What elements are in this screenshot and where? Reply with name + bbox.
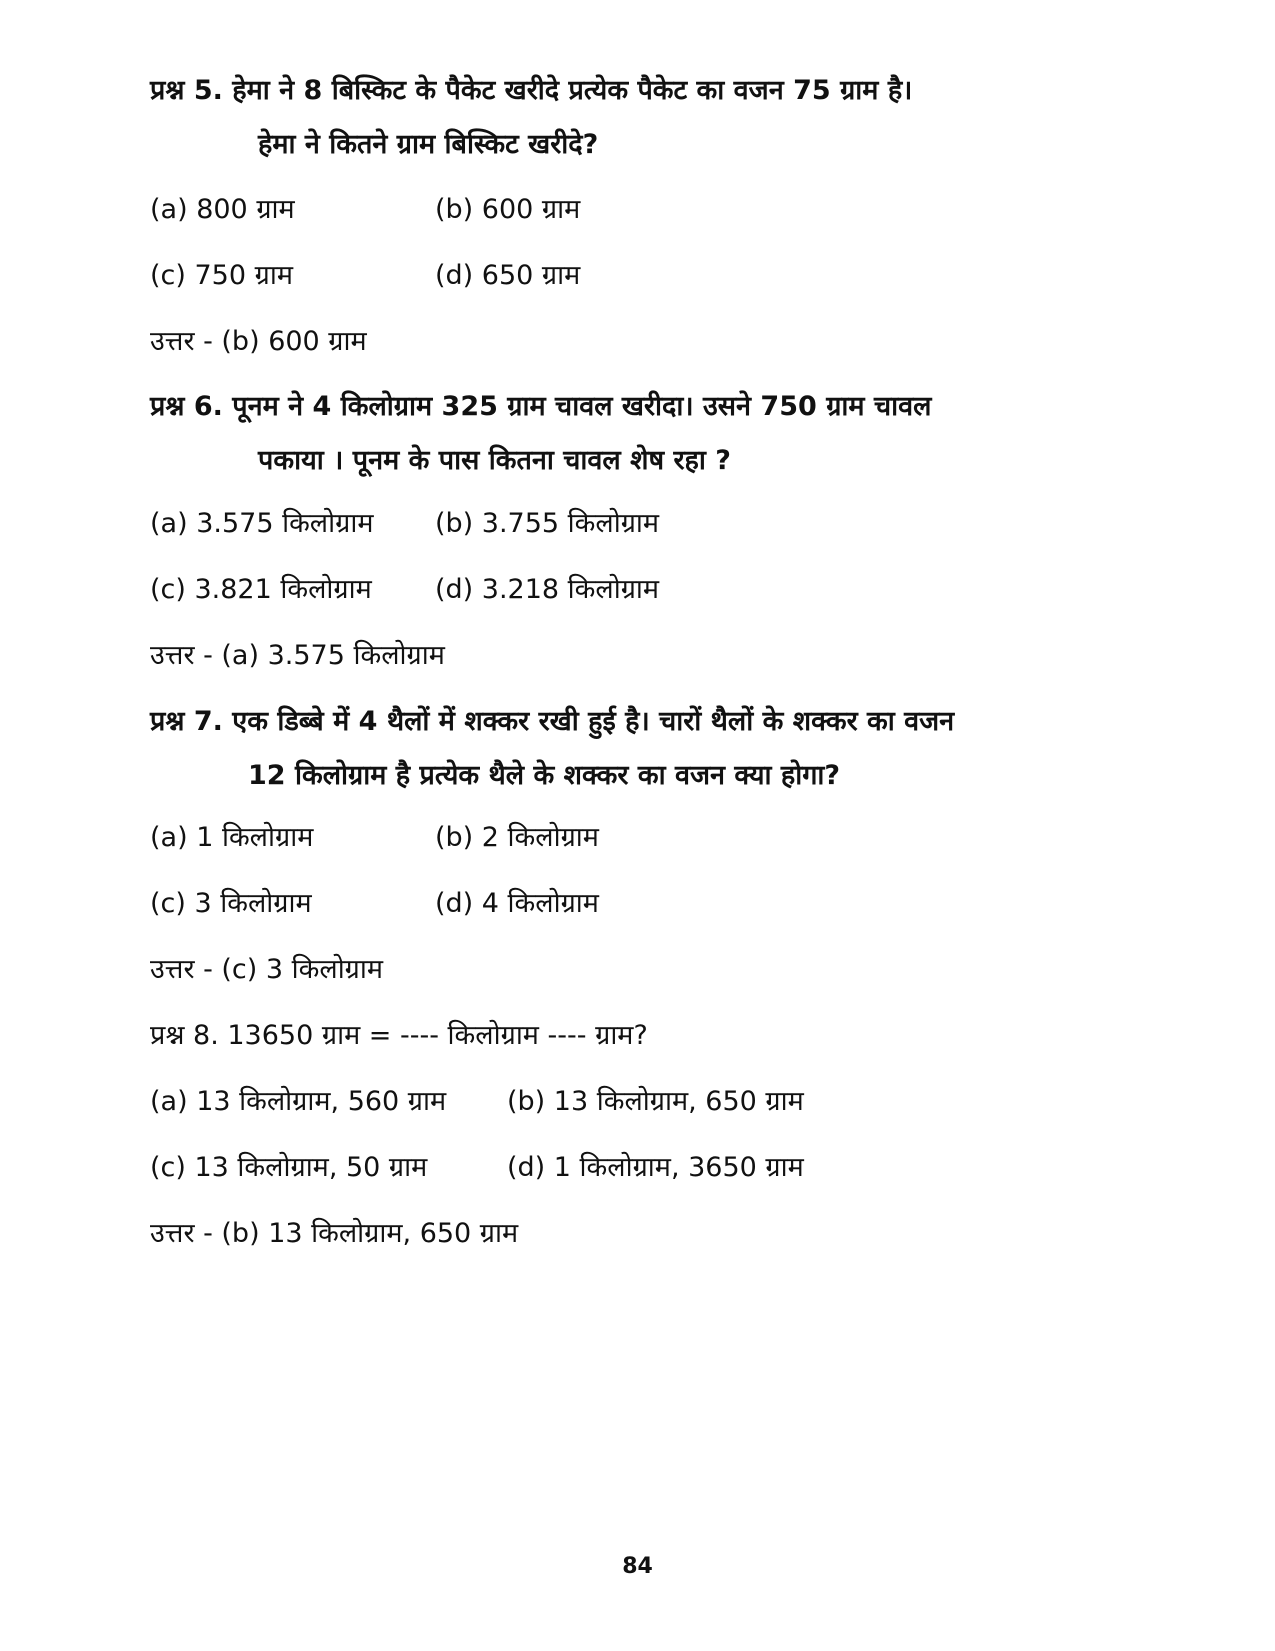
question-6-option-d: (d) 3.218 किलोग्राम [435,574,660,605]
question-5-answer: उत्तर - (b) 600 ग्राम [150,326,367,357]
question-6-option-b: (b) 3.755 किलोग्राम [435,508,660,539]
question-7-option-c: (c) 3 किलोग्राम [150,888,312,919]
question-6-answer: उत्तर - (a) 3.575 किलोग्राम [150,640,445,671]
question-5-line-2: हेमा ने कितने ग्राम बिस्किट खरीदे? [258,129,599,160]
question-7-option-a: (a) 1 किलोग्राम [150,822,314,853]
question-5-option-d: (d) 650 ग्राम [435,260,581,291]
question-7-option-d: (d) 4 किलोग्राम [435,888,599,919]
question-8-answer: उत्तर - (b) 13 किलोग्राम, 650 ग्राम [150,1218,519,1249]
question-5-option-c: (c) 750 ग्राम [150,260,293,291]
question-5-line-1: प्रश्न 5. हेमा ने 8 बिस्किट के पैकेट खरीदे प्रत्येक पैकेट का वजन 75 ग्राम है। [150,75,913,106]
question-7-answer: उत्तर - (c) 3 किलोग्राम [150,954,384,985]
question-5 [150,64,1130,172]
question-5-option-a: (a) 800 ग्राम [150,194,295,225]
question-6 [150,380,1130,488]
question-6-line-2: पकाया । पूनम के पास कितना चावल शेष रहा ? [258,445,731,476]
question-6-line-1: प्रश्न 6. पूनम ने 4 किलोग्राम 325 ग्राम चावल खरीदा। उसने 750 ग्राम चावल [150,391,932,422]
page-number: 84 [622,1554,653,1579]
question-5-option-b: (b) 600 ग्राम [435,194,581,225]
question-7-option-b: (b) 2 किलोग्राम [435,822,599,853]
question-8-option-c: (c) 13 किलोग्राम, 50 ग्राम [150,1152,428,1183]
question-8-option-b: (b) 13 किलोग्राम, 650 ग्राम [507,1086,804,1117]
question-8: प्रश्न 8. 13650 ग्राम = ---- किलोग्राम ---- ग्राम? [150,1020,648,1051]
question-6-option-a: (a) 3.575 किलोग्राम [150,508,374,539]
question-8-option-d: (d) 1 किलोग्राम, 3650 ग्राम [507,1152,804,1183]
question-6-option-c: (c) 3.821 किलोग्राम [150,574,372,605]
question-7 [150,695,1130,803]
question-8-option-a: (a) 13 किलोग्राम, 560 ग्राम [150,1086,447,1117]
question-7-line-1: प्रश्न 7. एक डिब्बे में 4 थैलों में शक्कर रखी हुई है। चारों थैलों के शक्कर का वजन [150,706,955,737]
question-7-line-2: 12 किलोग्राम है प्रत्येक थैले के शक्कर का वजन क्या होगा? [248,760,841,791]
